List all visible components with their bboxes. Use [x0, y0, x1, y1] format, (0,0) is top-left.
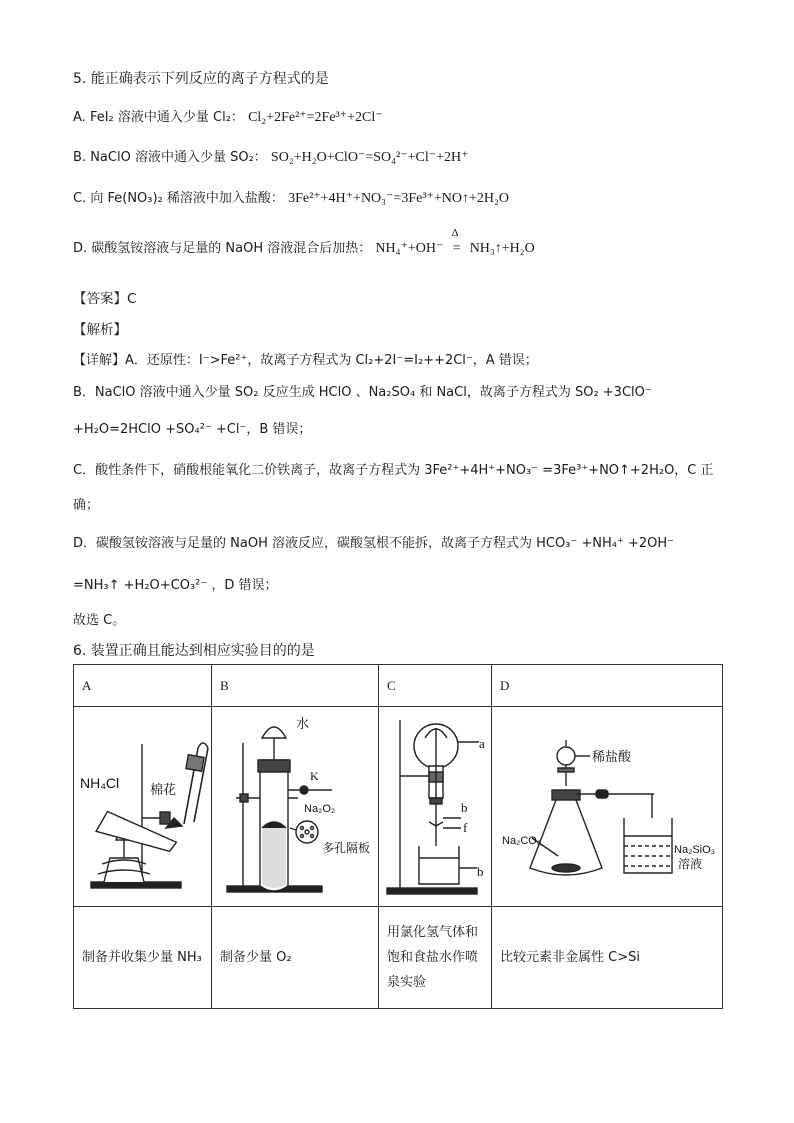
q6-figure-a [74, 707, 212, 907]
q6-description-d: 比较元素非金属性 C>Si [492, 907, 723, 1009]
q6-description-row [74, 907, 723, 1009]
q5-d-label: D. [73, 241, 88, 256]
q6-header-c: C [379, 665, 492, 707]
q5-c-text: 向 Fe(NO₃)₂ 稀溶液中加入盐酸： [90, 191, 284, 206]
detail-d-line2: =NH₃↑ +H₂O+CO₃²⁻ ，D 错误； [73, 578, 278, 593]
q5-option-c [73, 187, 509, 207]
detail-d-line1: D．碳酸氢铵溶液与足量的 NaOH 溶液反应，碳酸氢根不能拆，故离子方程式为 HCO₃⁻ +NH₄⁺ +2OH⁻ [73, 536, 675, 551]
detail-label: 【详解】 [73, 353, 126, 368]
beaker-b-label: b [477, 863, 484, 879]
q5-d-heat-sign: Δ [451, 227, 459, 239]
water-label: 水 [296, 716, 310, 732]
q5-a-label: A. [73, 110, 86, 125]
q5-d-equation-right: NH₃↑+H₂O [469, 241, 535, 256]
flask-a-label: a [479, 735, 485, 751]
q5-c-equation: 3Fe²⁺+4H⁺+NO₃⁻=3Fe³⁺+NO↑+2H₂O [288, 191, 510, 206]
q6-description-c: 用氯化氢气体和饱和食盐水作喷泉实验 [379, 907, 492, 1009]
q6-figure-d [492, 707, 723, 907]
q5-a-text: FeI₂ 溶液中通入少量 Cl₂： [89, 110, 244, 125]
q5-stem: 5. 能正确表示下列反应的离子方程式的是 [73, 71, 329, 87]
q6-apparatus-table [73, 664, 723, 1009]
oxygen-apparatus-figure [212, 708, 378, 906]
q6-figure-c [379, 707, 492, 907]
cotton-label: 棉花 [150, 782, 177, 798]
q5-d-text: 碳酸氢铵溶液与足量的 NaOH 溶液混合后加热： [91, 241, 372, 256]
q6-stem: 6. 装置正确且能达到相应实验目的的是 [73, 643, 315, 659]
q5-b-equation: SO₂+H₂O+ClO⁻=SO₄²⁻+Cl⁻+2H⁺ [270, 150, 469, 165]
q5-option-a [73, 106, 383, 126]
nonmetal-comparison-figure [492, 708, 722, 906]
q5-b-label: B. [73, 150, 87, 165]
na2co3-label: Na₂CO₃ [502, 834, 542, 847]
q6-header-d: D [492, 665, 723, 707]
q5-c-label: C. [73, 191, 87, 206]
detail-b-line2: +H₂O=2HClO +SO₄²⁻ +Cl⁻，B 错误； [73, 422, 312, 437]
q5-a-equation: Cl₂+2Fe²⁺=2Fe³⁺+2Cl⁻ [248, 110, 383, 125]
na2o2-label: Na₂O₂ [304, 802, 336, 815]
detail-c-line2: 确； [73, 498, 100, 513]
q5-d-heat-arrow: Δ = [451, 227, 461, 256]
q5-d-equation-left: NH₄⁺+OH⁻ [375, 241, 444, 256]
ammonia-apparatus-figure [74, 708, 211, 906]
answer-line [73, 287, 136, 307]
detail-b-line1: B．NaClO 溶液中通入少量 SO₂ 反应生成 HClO 、Na₂SO₄ 和 NaCl，故离子方程式为 SO₂ +3ClO⁻ [73, 385, 652, 400]
q6-header-a: A [74, 665, 212, 707]
solution-label: 溶液 [678, 856, 703, 871]
porous-plate-label: 多孔隔板 [322, 840, 371, 855]
q6-description-b: 制备少量 O₂ [212, 907, 379, 1009]
detail-conclusion: 故选 C。 [73, 613, 126, 628]
q6-description-a: 制备并收集少量 NH₃ [74, 907, 212, 1009]
q6-figure-b [212, 707, 379, 907]
q6-figure-row [74, 707, 723, 907]
valve-k-label: K [310, 768, 319, 783]
tube-b-label: b [461, 799, 468, 815]
answer-value: C [127, 291, 137, 307]
answer-label: 【答案】 [73, 291, 127, 307]
detail-a [73, 349, 538, 368]
q5-b-text: NaClO 溶液中通入少量 SO₂： [90, 150, 267, 165]
nh4cl-label: NH₄Cl [80, 774, 120, 791]
na2sio3-label: Na₂SiO₃ [674, 843, 716, 856]
analysis-label: 【解析】 [73, 322, 127, 338]
q6-header-row [74, 665, 723, 707]
q5-option-b [73, 146, 469, 166]
detail-c-line1: C．酸性条件下，硝酸根能氧化二价铁离子，故离子方程式为 3Fe²⁺+4H⁺+NO₃⁻ =3Fe³⁺+NO↑+2H₂O，C 正 [73, 463, 714, 478]
detail-a-text: A．还原性：I⁻>Fe²⁺，故离子方程式为 Cl₂+2I⁻=I₂++2Cl⁻，A 错误； [125, 353, 538, 368]
q6-header-b: B [212, 665, 379, 707]
fountain-apparatus-figure [379, 708, 491, 906]
clip-f-label: f [463, 819, 468, 835]
dilute-hcl-label: 稀盐酸 [592, 749, 632, 765]
q5-option-d [73, 227, 535, 257]
